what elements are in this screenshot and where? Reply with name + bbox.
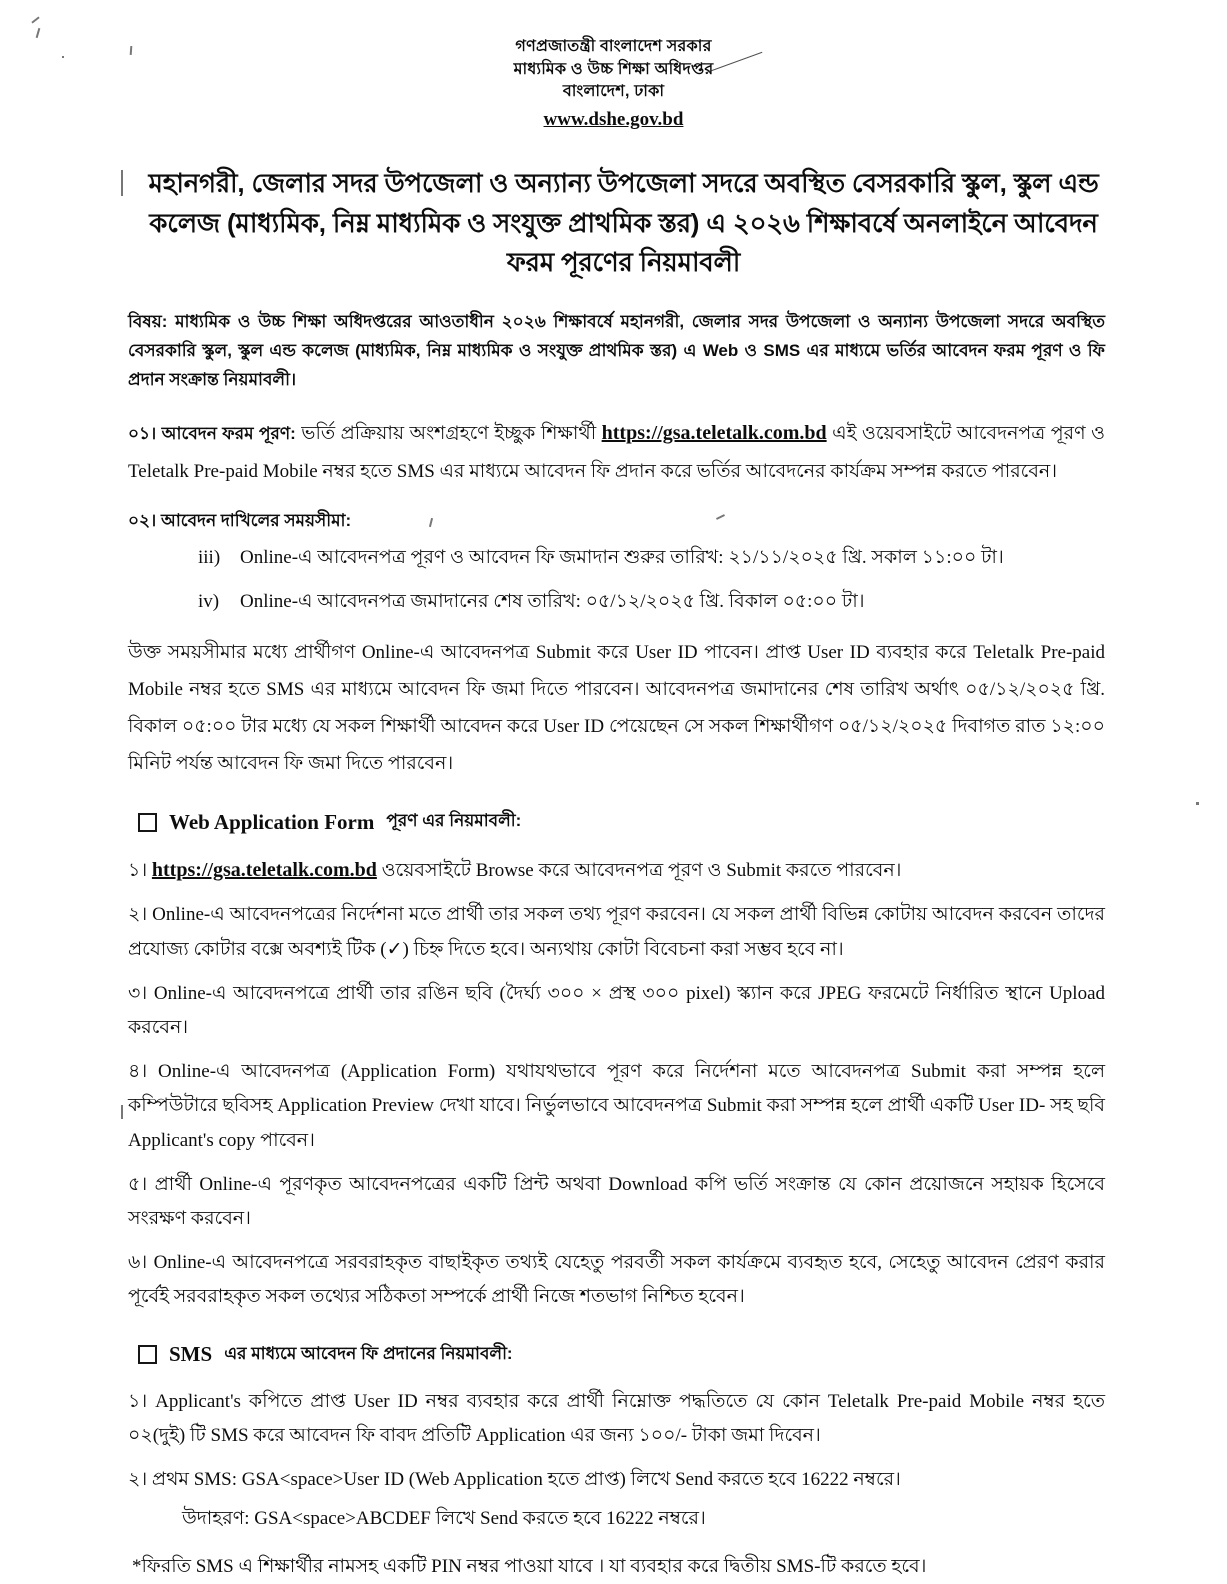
- section-02-note: উক্ত সময়সীমার মধ্যে প্রার্থীগণ Online-এ আবেদনপত্র Submit করে User ID পাবেন। প্রাপ্ত User ID ব্যবহার করে Teletalk Pre-paid Mobile নম্বর হতে SMS এর মাধ্যমে আবেদন ফি জমা দিতে পারবেন। আবেদনপত্র জমাদানের শেষ তারিখ অর্থাৎ ০৫/১২/২০২৫ খ্রি. বিকাল ০৫:০০ টার মধ্যে যে সকল শিক্ষার্থী আবেদন করে User ID পেয়েছেন সে সকল শিক্ষার্থীগণ ০৫/১২/২০২৫ দিবাগত রাত ১২:০০ মিনিট পর্যন্ত আবেদন ফি জমা দিতে পারবেন।: [128, 642, 1105, 775]
- sms-heading-bangla: এর মাধ্যমে আবেদন ফি প্রদানের নিয়মাবলী:: [224, 1343, 513, 1363]
- section-01-text-pre: ভর্তি প্রক্রিয়ায় অংশগ্রহণে ইচ্ছুক শিক্ষার্থী: [301, 423, 597, 445]
- sms-item-2: [128, 1463, 1105, 1497]
- deadline-marker: iii): [198, 547, 221, 569]
- sms-item-1-number: ১।: [128, 1390, 148, 1412]
- sms-item-1-text: Applicant's কপিতে প্রাপ্ত User ID নম্বর ব্যবহার করে প্রার্থী নিম্নোক্ত পদ্ধতিতে যে কোন Teletalk Pre-paid Mobile নম্বর হতে ০২(দুই) টি SMS করে আবেদন ফি বাবদ প্রতিটি Application এর জন্য ১০০/- টাকা জমা দিবেন।: [128, 1390, 1105, 1446]
- document-body: [128, 307, 1105, 1584]
- sms-section-heading: [138, 1341, 1105, 1369]
- web-item-6-text: Online-এ আবেদনপত্রে সরবরাহকৃত বাছাইকৃত তথ্যই যেহেতু পরবর্তী সকল কার্যক্রমে ব্যবহৃত হবে, সেহেতু আবেদন প্রেরণ করার পূর্বেই সরবরাহকৃত সকল তথ্যের সঠিকতা সম্পর্কে প্রার্থী নিজে শতভাগ নিশ্চিত হবেন।: [128, 1252, 1105, 1308]
- web-item-4-text: Online-এ আবেদনপত্র (Application Form) যথাযথভাবে পূরণ করে নির্দেশনা মতে আবেদনপত্র Submit করা সম্পন্ন হলে কম্পিউটারে ছবিসহ Application Preview দেখা যাবে। নির্ভুলভাবে আবেদনপত্র Submit করা সম্পন্ন হলে প্রার্থী একটি User ID- সহ ছবি Applicant's copy পাবেন।: [128, 1061, 1106, 1151]
- subject-label: বিষয়:: [128, 311, 168, 331]
- checkbox-icon: [138, 813, 157, 832]
- web-heading-latin: Web Application Form: [169, 809, 375, 834]
- web-item-3-text: Online-এ আবেদনপত্রে প্রার্থী তার রঙিন ছবি (দৈর্ঘ্য ৩০০ × প্রস্থ ৩০০ pixel) স্ক্যান করে JPEG ফরমেটে নির্ধারিত স্থানে Upload করবেন।: [128, 982, 1105, 1038]
- web-item-2-number: ২।: [128, 904, 148, 926]
- sms-footnote: *ফিরতি SMS এ শিক্ষার্থীর নামসহ একটি PIN নম্বর পাওয়া যাবে । যা ব্যবহার করে দ্বিতীয় SMS-টি করতে হবে।: [132, 1556, 927, 1578]
- scan-artifact: [121, 1105, 123, 1119]
- web-item-5-number: ৫।: [128, 1173, 148, 1195]
- deadline-text: Online-এ আবেদনপত্র জমাদানের শেষ তারিখ: ০৫/১২/২০২৫ খ্রি. বিকাল ০৫:০০ টা।: [240, 590, 865, 612]
- sms-item-2-text: প্রথম SMS: GSA<space>User ID (Web Application হতে প্রাপ্ত) লিখে Send করতে হবে 16222 নম্বরে।: [151, 1468, 901, 1490]
- web-item-3-number: ৩।: [128, 982, 148, 1004]
- web-item-4-number: ৪।: [128, 1061, 148, 1083]
- directorate-name: মাধ্যমিক ও উচ্চ শিক্ষা অধিদপ্তর: [513, 60, 714, 78]
- application-url[interactable]: https://gsa.teletalk.com.bd: [601, 422, 827, 445]
- scan-artifact: [1196, 802, 1199, 805]
- subject-paragraph: [128, 307, 1105, 395]
- web-item-6-number: ৬।: [128, 1252, 148, 1274]
- web-item-1: [128, 852, 1105, 888]
- sms-item-2-number: ২।: [128, 1468, 148, 1490]
- web-item-5-text: প্রার্থী Online-এ পূরণকৃত আবেদনপত্রের একটি প্রিন্ট অথবা Download কপি ভর্তি সংক্রান্ত যে কোন প্রয়োজনে সহায়ক হিসেবে সংরক্ষণ করবেন।: [128, 1173, 1105, 1229]
- section-02-label: আবেদন দাখিলের সময়সীমা:: [160, 511, 352, 531]
- web-item-6: [128, 1246, 1105, 1314]
- deadline-list: [128, 543, 1105, 616]
- section-02-heading: [128, 506, 1105, 537]
- web-item-1-text: ওয়েবসাইটে Browse করে আবেদনপত্র পূরণ ও Submit করতে পারবেন।: [381, 860, 902, 882]
- sms-heading-latin: SMS: [169, 1342, 213, 1366]
- subject-text: মাধ্যমিক ও উচ্চ শিক্ষা অধিদপ্তরের আওতাধীন ২০২৬ শিক্ষাবর্ষে মহানগরী, জেলার সদর উপজেলা ও অন্যান্য উপজেলা সদরে অবস্থিত বেসরকারি স্কুল, স্কুল এন্ড কলেজ (মাধ্যমিক, নিম্ন মাধ্যমিক ও সংযুক্ত প্রাথমিক স্তর) এ Web ও SMS এর মাধ্যমে ভর্তির আবেদন ফরম পূরণ ও ফি প্রদান সংক্রান্ত নিয়মাবলী।: [128, 311, 1105, 390]
- checkbox-icon: [138, 1345, 157, 1364]
- web-item-2-text: Online-এ আবেদনপত্রের নির্দেশনা মতে প্রার্থী তার সকল তথ্য পূরণ করবেন। যে সকল প্রার্থী বিভিন্ন কোটায় আবেদন করবেন তাদের প্রযোজ্য কোটার বক্সে অবশ্যই টিক (✓) চিহ্ন দিতে হবে। অন্যথায় কোটা বিবেচনা করা সম্ভব হবে না।: [128, 904, 1106, 960]
- section-01-label: আবেদন ফরম পূরণ:: [161, 424, 296, 444]
- website-url[interactable]: www.dshe.gov.bd: [543, 109, 684, 131]
- sms-item-1: [128, 1385, 1105, 1453]
- section-01-text-post: এই ওয়েবসাইটে আবেদনপত্র পূরণ ও Teletalk Pre-paid Mobile নম্বর হতে SMS এর মাধ্যমে আবেদন ফি প্রদান করে ভর্তির আবেদনের কার্যক্রম সম্পন্ন করতে পারবেন।: [128, 423, 1106, 483]
- web-section-heading: [138, 808, 1105, 836]
- deadline-marker: iv): [198, 590, 220, 612]
- section-02-number: ০২।: [128, 511, 157, 531]
- section-01-number: ০১।: [128, 424, 157, 444]
- location-line: বাংলাদেশ, ঢাকা: [562, 83, 665, 101]
- scan-artifact: [121, 170, 123, 196]
- web-item-5: [128, 1168, 1105, 1236]
- list-item: [128, 543, 1105, 572]
- sms-example: উদাহরণ: GSA<space>ABCDEF লিখে Send করতে হবে 16222 নম্বরে।: [182, 1508, 706, 1530]
- section-01-paragraph: [128, 414, 1105, 490]
- list-item: [128, 587, 1105, 616]
- scan-artifact: [62, 56, 64, 58]
- web-application-url[interactable]: https://gsa.teletalk.com.bd: [151, 859, 377, 882]
- web-item-3: [128, 977, 1105, 1045]
- deadline-text: Online-এ আবেদনপত্র পূরণ ও আবেদন ফি জমাদান শুরুর তারিখ: ২১/১১/২০২৫ খ্রি. সকাল ১১:০০ টা।: [240, 547, 1004, 569]
- web-heading-bangla: পূরণ এর নিয়মাবলী:: [386, 811, 522, 831]
- web-item-2: [128, 898, 1105, 966]
- page-title: মহানগরী, জেলার সদর উপজেলা ও অন্যান্য উপজেলা সদরে অবস্থিত বেসরকারি স্কুল, স্কুল এন্ড কলেজ (মাধ্যমিক, নিম্ন মাধ্যমিক ও সংযুক্ত প্রাথমিক স্তর) এ ২০২৬ শিক্ষাবর্ষে অনলাইনে আবেদন ফরম পূরণের নিয়মাবলী: [148, 168, 1099, 278]
- web-item-4: [128, 1055, 1105, 1158]
- letterhead: [0, 0, 1227, 134]
- web-item-1-number: ১।: [128, 860, 148, 882]
- government-name: গণপ্রজাতন্ত্রী বাংলাদেশ সরকার: [515, 38, 712, 55]
